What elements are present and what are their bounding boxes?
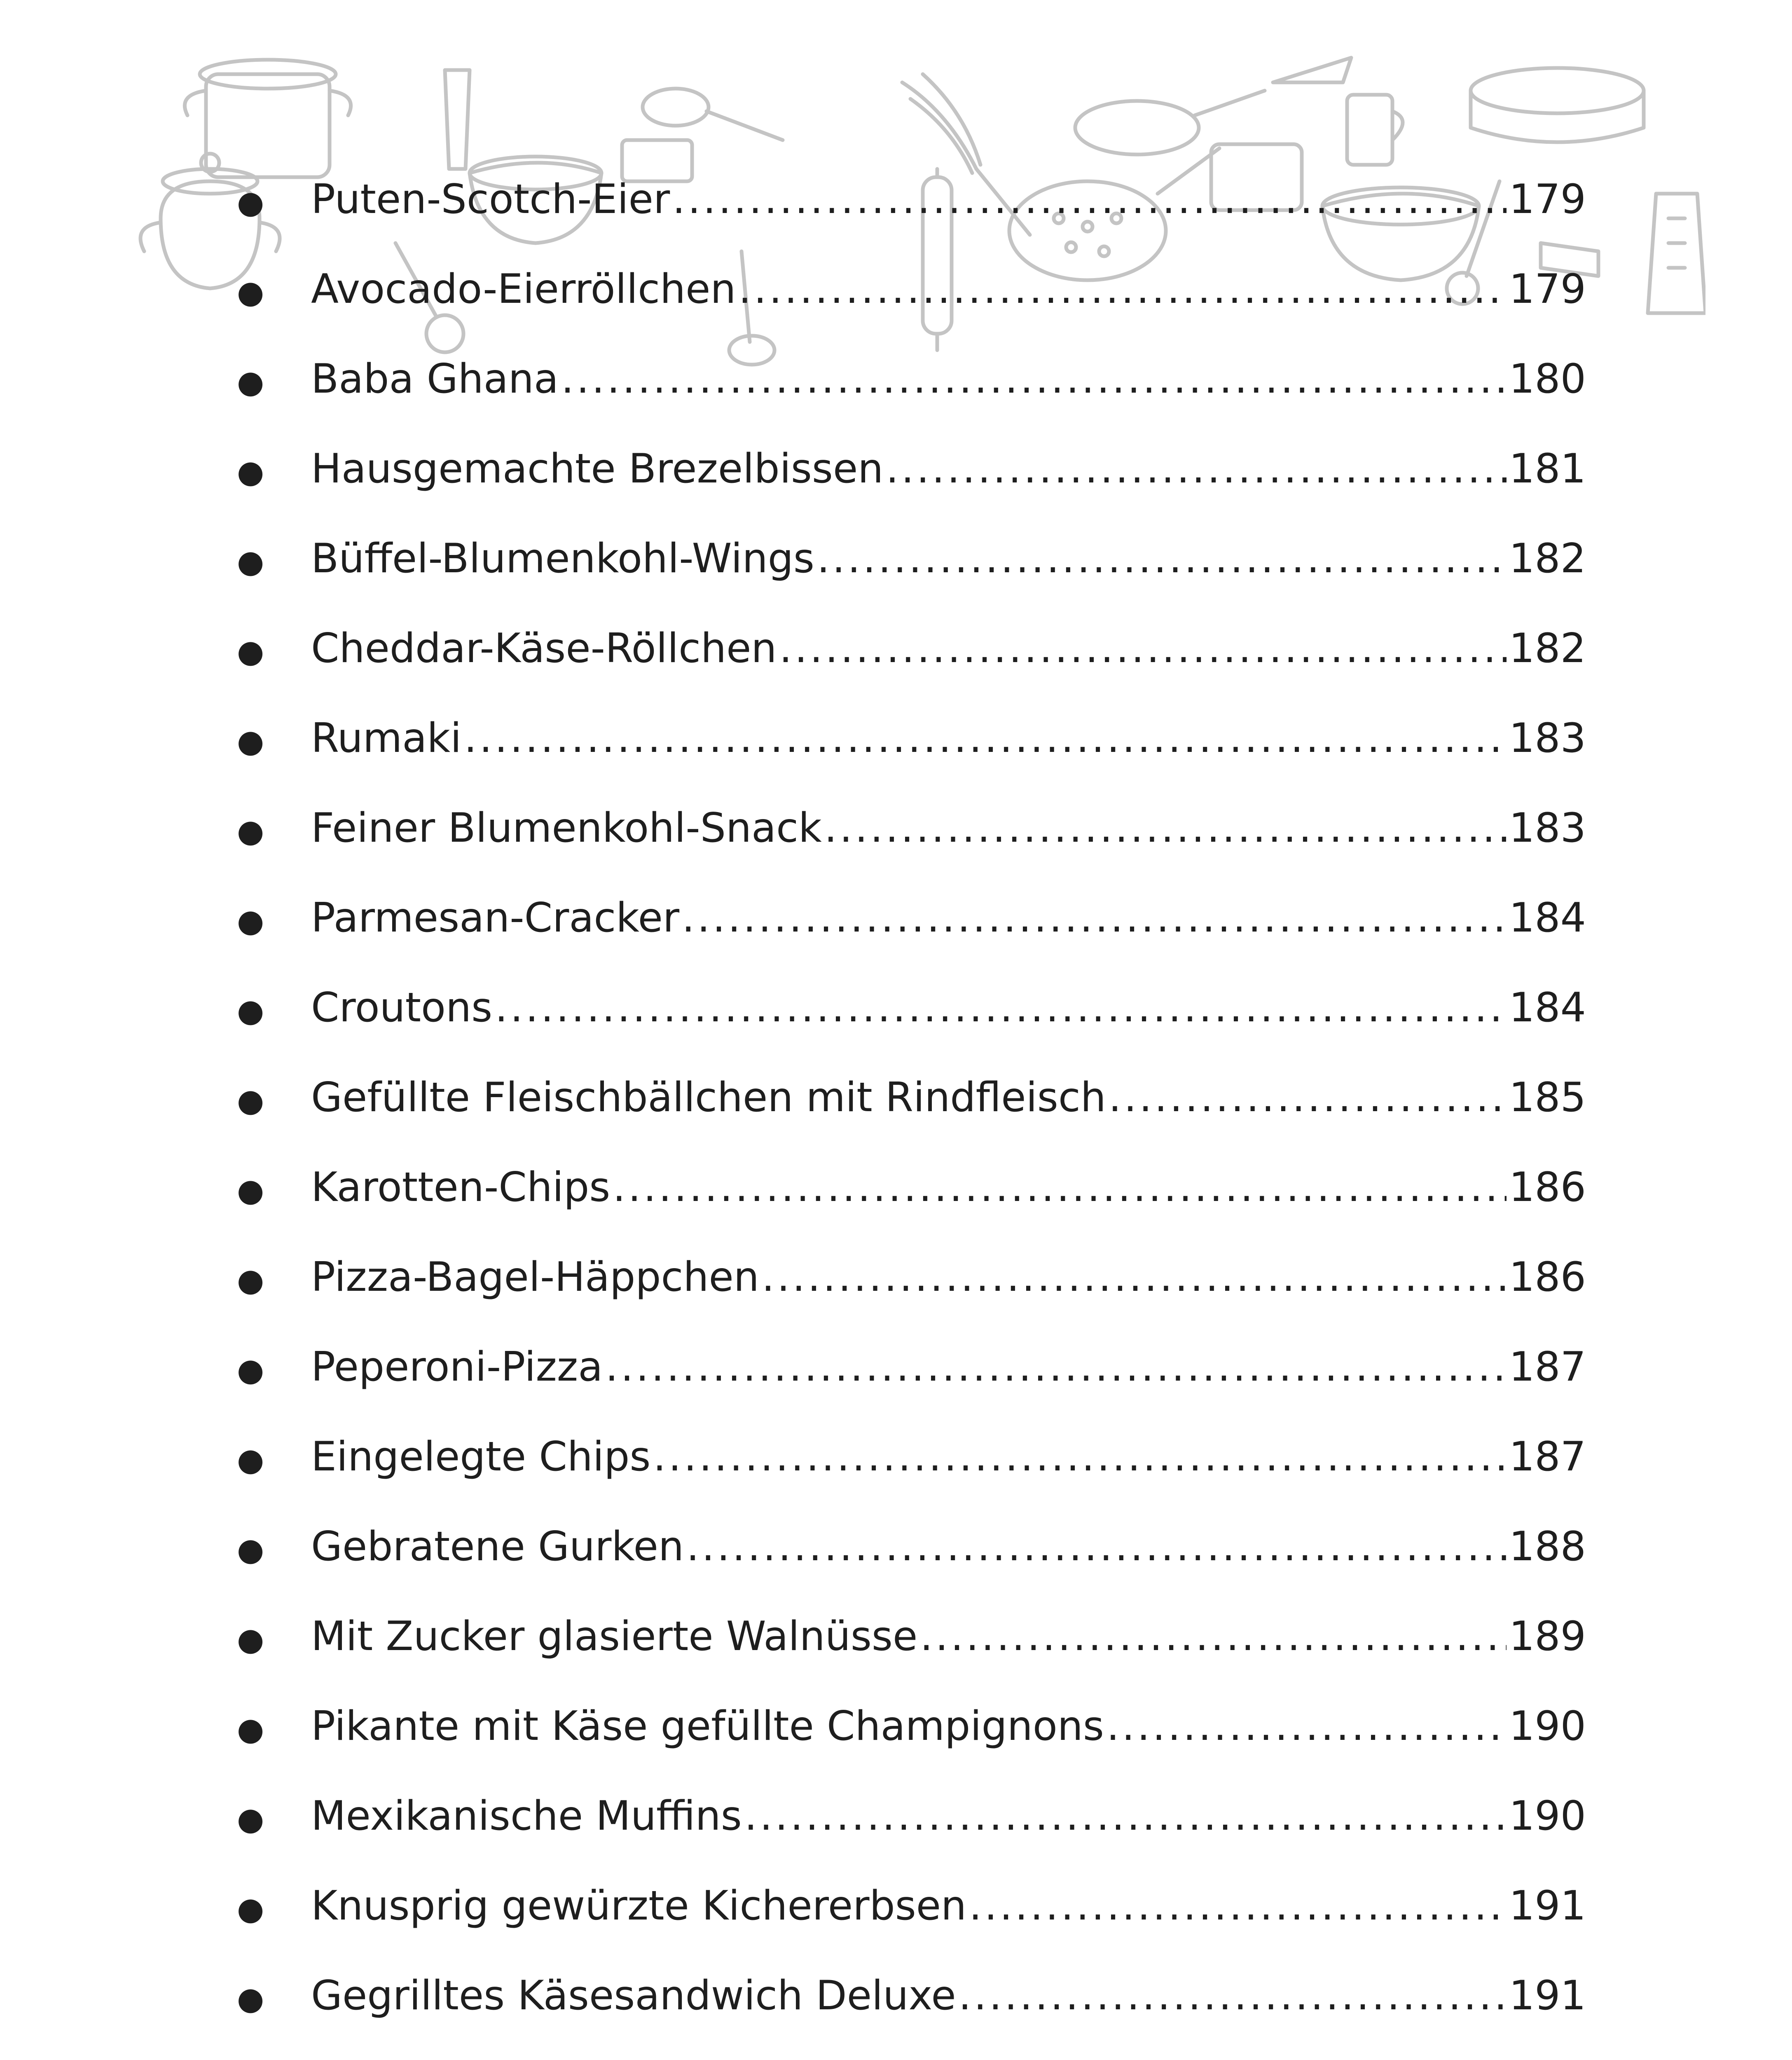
bullet-icon: ●: [237, 1441, 264, 1478]
entry-page-number: 187: [1509, 1433, 1586, 1480]
dot-leader: [653, 1412, 1507, 1502]
dot-leader: [744, 1771, 1507, 1861]
toc-entry[interactable]: [237, 1232, 1586, 1322]
dot-leader: [817, 514, 1507, 604]
entry-title: Peperoni-Pizza: [311, 1344, 603, 1390]
entry-page-number: 180: [1509, 356, 1586, 403]
bullet-icon: ●: [237, 1172, 264, 1208]
toc-entry[interactable]: [237, 1771, 1586, 1861]
entry-title: Büffel-Blumenkohl-Wings: [311, 535, 814, 582]
dot-leader: [495, 963, 1507, 1053]
entry-page-number: 184: [1509, 984, 1586, 1031]
dot-leader: [959, 1951, 1507, 2041]
entry-page-number: 182: [1509, 535, 1586, 582]
bullet-icon: ●: [237, 274, 264, 310]
bullet-icon: ●: [237, 1351, 264, 1388]
entry-page-number: 183: [1509, 715, 1586, 762]
bullet-icon: ●: [237, 184, 264, 220]
entry-page-number: 186: [1509, 1254, 1586, 1301]
entry-page-number: 189: [1509, 1613, 1586, 1660]
toc-entry[interactable]: [237, 783, 1586, 873]
entry-page-number: 187: [1509, 1344, 1586, 1390]
entry-title: Parmesan-Cracker: [311, 894, 680, 941]
table-of-contents: [237, 154, 1586, 2060]
bullet-icon: ●: [237, 723, 264, 759]
toc-entry[interactable]: [237, 963, 1586, 1053]
entry-title: Eingelegte Chips: [311, 1433, 651, 1480]
toc-entry[interactable]: [237, 1142, 1586, 1232]
toc-entry[interactable]: [237, 244, 1586, 334]
entry-title: [311, 2041, 828, 2060]
dot-leader: [739, 244, 1507, 334]
entry-title: Baba Ghana: [311, 356, 559, 403]
entry-page-number: 191: [1509, 1972, 1586, 2019]
dot-leader: [830, 2041, 1507, 2060]
entry-title: Rumaki: [311, 715, 462, 762]
entry-title: Gebratene Gurken: [311, 1523, 684, 1570]
bullet-icon: ●: [237, 543, 264, 580]
entry-page-number: 183: [1509, 805, 1586, 852]
toc-entry[interactable]: [237, 1951, 1586, 2041]
toc-entry[interactable]: [237, 1322, 1586, 1412]
dot-leader: [605, 1322, 1507, 1412]
bullet-icon: ●: [237, 812, 264, 849]
entry-title: Gegrilltes Käsesandwich Deluxe: [311, 1972, 956, 2019]
entry-page-number: 191: [1509, 1882, 1586, 1929]
entry-title: Mexikanische Muffins: [311, 1793, 742, 1840]
entry-title: Avocado-Eierröllchen: [311, 266, 736, 313]
toc-entry[interactable]: [237, 693, 1586, 783]
dot-leader: [762, 1232, 1507, 1322]
toc-entry[interactable]: [237, 604, 1586, 693]
toc-entry[interactable]: [237, 154, 1586, 244]
toc-entry[interactable]: [237, 424, 1586, 514]
entry-title: Cheddar-Käse-Röllchen: [311, 625, 777, 672]
toc-entry[interactable]: [237, 1592, 1586, 1681]
bullet-icon: ●: [237, 1711, 264, 1747]
entry-page-number: 190: [1509, 1703, 1586, 1750]
entry-page-number: 185: [1509, 1074, 1586, 1121]
bullet-icon: ●: [237, 902, 264, 939]
entry-title: Gefüllte Fleischbällchen mit Rindfleisch: [311, 1074, 1106, 1121]
toc-entry[interactable]: [237, 1412, 1586, 1502]
toc-entry[interactable]: [237, 2041, 1586, 2060]
dot-leader: [886, 424, 1507, 514]
toc-entry[interactable]: [237, 514, 1586, 604]
entry-title: Mit Zucker glasierte Walnüsse: [311, 1613, 918, 1660]
dot-leader: [779, 604, 1507, 693]
entry-title: Feiner Blumenkohl-Snack: [311, 805, 822, 852]
entry-page-number: 188: [1509, 1523, 1586, 1570]
dot-leader: [1109, 1053, 1507, 1142]
bullet-icon: [237, 2044, 311, 2060]
entry-page-number: 186: [1509, 1164, 1586, 1211]
dot-leader: [920, 1592, 1507, 1681]
toc-entry[interactable]: [237, 1502, 1586, 1592]
toc-entry[interactable]: [237, 1861, 1586, 1951]
bullet-icon: ●: [237, 1621, 264, 1657]
bullet-icon: ●: [237, 633, 264, 670]
toc-entry[interactable]: [237, 873, 1586, 963]
bullet-icon: ●: [237, 1082, 264, 1119]
toc-entry[interactable]: [237, 334, 1586, 424]
entry-title: Pikante mit Käse gefüllte Champignons: [311, 1703, 1104, 1750]
dot-leader: [464, 693, 1507, 783]
bullet-icon: ●: [237, 1531, 264, 1568]
entry-page-number: 179: [1509, 176, 1586, 223]
dot-leader: [672, 154, 1507, 244]
toc-entry[interactable]: [237, 1053, 1586, 1142]
bullet-icon: ●: [237, 363, 264, 400]
entry-title: Croutons: [311, 984, 493, 1031]
entry-page-number: 182: [1509, 625, 1586, 672]
dot-leader: [969, 1861, 1507, 1951]
entry-title: Puten-Scotch-Eier: [311, 176, 670, 223]
bullet-icon: ●: [237, 1980, 264, 2017]
bullet-icon: ●: [237, 992, 264, 1029]
entry-page-number: 181: [1509, 445, 1586, 492]
entry-title: Pizza-Bagel-Häppchen: [311, 1254, 759, 1301]
entry-title: Karotten-Chips: [311, 1164, 611, 1211]
toc-entry[interactable]: [237, 1681, 1586, 1771]
entry-title: Knusprig gewürzte Kichererbsen: [311, 1882, 967, 1929]
entry-page-number: 179: [1509, 266, 1586, 313]
bullet-icon: ●: [237, 1800, 264, 1837]
dot-leader: [613, 1142, 1507, 1232]
dot-leader: [824, 783, 1507, 873]
entry-page-number: 190: [1509, 1793, 1586, 1840]
dot-leader: [1107, 1681, 1507, 1771]
bullet-icon: ●: [237, 453, 264, 490]
entry-page-number: 184: [1509, 894, 1586, 941]
dot-leader: [682, 873, 1507, 963]
bullet-icon: ●: [237, 1890, 264, 1927]
entry-page-number: [1509, 2041, 1586, 2060]
dot-leader: [686, 1502, 1507, 1592]
bullet-icon: ●: [237, 1262, 264, 1298]
entry-title: Hausgemachte Brezelbissen: [311, 445, 884, 492]
dot-leader: [561, 334, 1507, 424]
